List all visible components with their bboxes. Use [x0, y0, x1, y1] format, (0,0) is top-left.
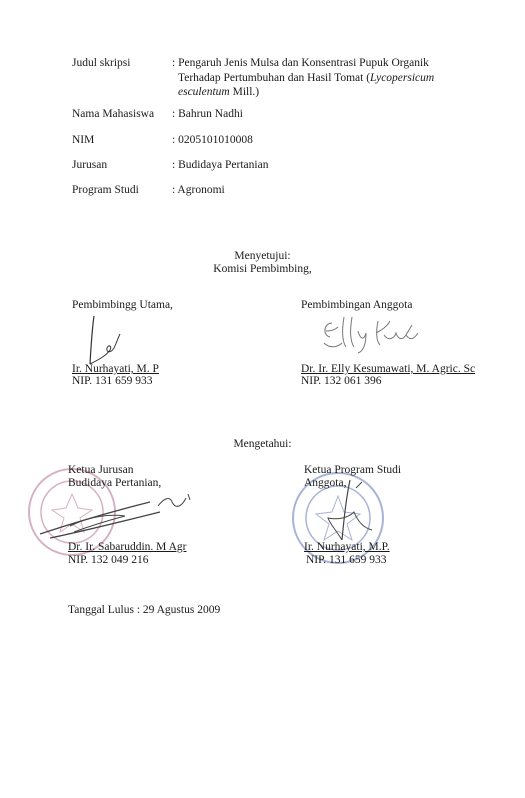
acknowledge-right-title-1: Ketua Program Studi [304, 464, 402, 476]
prodi-value: : Agronomi [172, 184, 225, 196]
approval-right-name: Dr. Ir. Elly Kesumawati, M. Agric. Sc [301, 363, 476, 375]
approval-left-nip: NIP. 131 659 933 [72, 375, 153, 387]
acknowledge-left-name: Dr. Ir. Sabaruddin. M Agr [68, 541, 187, 553]
judul-label: Judul skripsi [72, 57, 131, 69]
acknowledge-right-name: Ir. Nurhayati, M.P. [304, 541, 390, 553]
approval-right-nip: NIP. 132 061 396 [301, 375, 382, 387]
approval-left-name: Ir. Nurhayati, M. P [72, 363, 159, 375]
nim-label: NIM [72, 134, 95, 146]
approval-heading-1: Menyetujui: [234, 250, 291, 262]
judul-value-line-2: Terhadap Pertumbuhan dan Hasil Tomat ( [178, 72, 371, 84]
prodi-label: Program Studi [72, 184, 139, 196]
judul-value-line-1: : Pengaruh Jenis Mulsa dan Konsentrasi Pupuk Organik [172, 57, 429, 69]
signature-left-lower [30, 486, 200, 546]
acknowledge-left-title-2: Budidaya Pertanian, [68, 477, 162, 489]
jurusan-label: Jurusan [72, 159, 108, 171]
nim-value: : 0205101010008 [172, 134, 253, 146]
judul-species: Lycopersicum esculentum [178, 72, 435, 98]
approval-left-title: Pembimbingg Utama, [72, 299, 173, 311]
nama-label: Nama Mahasiswa [72, 108, 155, 120]
acknowledge-left-title-1: Ketua Jurusan [68, 464, 134, 476]
approval-heading-2: Komisi Pembimbing, [213, 263, 312, 275]
acknowledge-right-nip: NIP. 131 659 933 [306, 554, 387, 566]
acknowledge-left-nip: NIP. 132 049 216 [68, 554, 149, 566]
signature-right-upper [318, 313, 428, 355]
graduation-date: Tanggal Lulus : 29 Agustus 2009 [68, 604, 221, 616]
approval-right-title: Pembimbingan Anggota [301, 299, 413, 311]
acknowledge-right-title-2: Anggota, [304, 477, 347, 489]
judul-value-continued [178, 71, 448, 99]
signature-right-lower [316, 478, 386, 548]
signature-left-upper [76, 312, 136, 368]
acknowledge-heading: Mengetahui: [233, 438, 292, 450]
nama-value: : Bahrun Nadhi [172, 108, 243, 120]
judul-value-line-3: Mill.) [229, 86, 260, 98]
jurusan-value: : Budidaya Pertanian [172, 159, 269, 171]
